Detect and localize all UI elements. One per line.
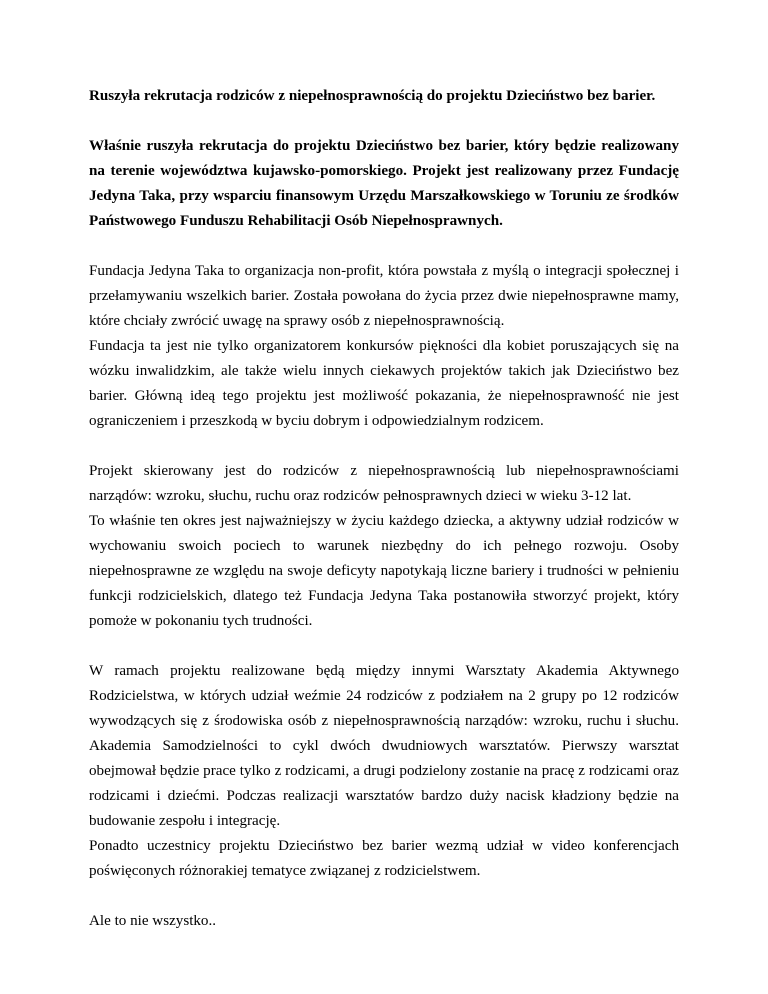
paragraph-workshops: W ramach projektu realizowane będą między innymi Warsztaty Akademia Aktywnego Rodzicielstwa, w których udział weźmie 24 rodziców z podziałem na 2 grupy po 12 rodziców wywodzących się z środowiska osób z niepełnosprawnością narządów: wzroku, ruchu i słuchu. Akademia Samodzielności to cykl dwóch dwudniowych warsztatów. Pierwszy warsztat obejmował będzie prace tylko z rodzicami, a drugi podzielony zostanie na pracę z rodzicami oraz rodzicami i dziećmi. Podczas realizacji warsztatów bardzo duży nacisk kładziony będzie na budowanie zespołu i integrację. xyxy=(89,663,679,829)
paragraph-importance: To właśnie ten okres jest najważniejszy w życiu każdego dziecka, a aktywny udział rodziców w wychowaniu swoich pociech to warunek niezbędny do ich pełnego rozwoju. Osoby niepełnosprawne ze względu na swoje deficyty napotykają liczne bariery i trudności w pełnieniu funkcji rodzicielskich, dlatego też Fundacja Jedyna Taka postanowiła stworzyć projekt, który pomoże w pokonaniu tych trudności. xyxy=(89,513,679,629)
paragraph-closing: Ale to nie wszystko.. xyxy=(89,913,217,929)
document-page xyxy=(89,84,679,934)
paragraph-foundation-projects: Fundacja ta jest nie tylko organizatorem konkursów piękności dla kobiet poruszających się na wózku inwalidzkim, ale także wielu innych ciekawych projektów takich jak Dzieciństwo bez barier. Główną ideą tego projektu jest możliwość pokazania, że niepełnosprawność nie jest ograniczeniem i przeszkodą w byciu dobrym i odpowiedzialnym rodzicem. xyxy=(89,338,679,429)
paragraph-video-conferences: Ponadto uczestnicy projektu Dzieciństwo bez barier wezmą udział w video konferencjach poświęconych różnorakiej tematyce związanej z rodzicielstwem. xyxy=(89,838,679,879)
document-title: Ruszyła rekrutacja rodziców z niepełnosprawnością do projektu Dzieciństwo bez barier. xyxy=(89,88,656,104)
paragraph-foundation: Fundacja Jedyna Taka to organizacja non-profit, która powstała z myślą o integracji społecznej i przełamywaniu wszelkich barier. Została powołana do życia przez dwie niepełnosprawne mamy, które chciały zwrócić uwagę na sprawy osób z niepełnosprawnością. xyxy=(89,263,679,329)
lead-paragraph: Właśnie ruszyła rekrutacja do projektu Dzieciństwo bez barier, który będzie realizowany na terenie województwa kujawsko-pomorskiego. Projekt jest realizowany przez Fundację Jedyna Taka, przy wsparciu finansowym Urzędu Marszałkowskiego w Toruniu ze środków Państwowego Funduszu Rehabilitacji Osób Niepełnosprawnych. xyxy=(89,138,679,229)
paragraph-target-group: Projekt skierowany jest do rodziców z niepełnosprawnością lub niepełnosprawnościami narządów: wzroku, słuchu, ruchu oraz rodziców pełnosprawnych dzieci w wieku 3-12 lat. xyxy=(89,463,679,504)
